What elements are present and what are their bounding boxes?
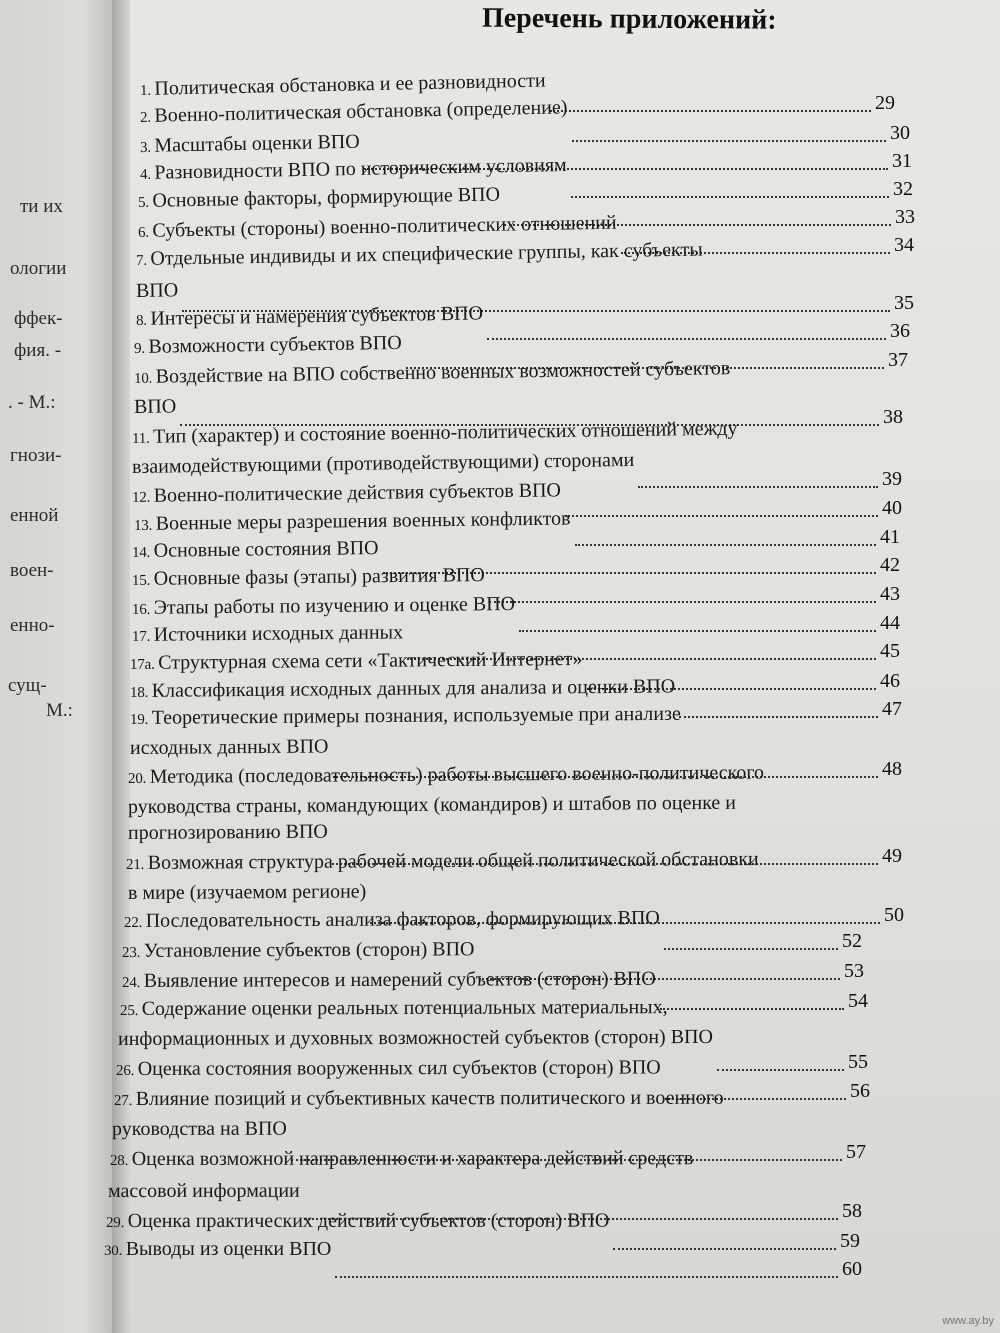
toc-dot-leader (638, 484, 878, 488)
toc-page-number: 48 (882, 758, 902, 780)
toc-entry-title: Масштабы оценки ВПО (154, 130, 360, 157)
toc-entry-title: руководства на ВПО (111, 1117, 287, 1140)
toc-entry-number: 14. (131, 544, 154, 561)
toc-entry-line (128, 792, 736, 819)
toc-entry-title: Возможности субъектов ВПО (148, 331, 402, 358)
toc-entry-line (122, 968, 656, 993)
left-fragment: фия. - (14, 340, 62, 361)
toc-page-number: 53 (844, 960, 864, 982)
toc-page-number: 54 (848, 990, 868, 1012)
toc-entry-line (136, 239, 703, 271)
toc-entry-line (132, 449, 635, 479)
toc-page-number: 36 (890, 320, 910, 342)
toc-entry-line (132, 593, 515, 620)
toc-entry-number: 12. (131, 489, 154, 506)
toc-entry-number: 22. (123, 914, 146, 931)
toc-page-number: 32 (893, 178, 913, 200)
toc-entry-title: Отдельные индивиды и их специфические группы, как субъекты (150, 238, 703, 270)
toc-entry-line (130, 703, 681, 730)
toc-entry-title: Влияние позиций и субъективных качеств политического и военного (135, 1086, 724, 1110)
toc-entry-number: 18. (129, 684, 152, 701)
toc-dot-leader (572, 138, 886, 142)
toc-entry-line (130, 675, 675, 703)
toc-entry-line (140, 70, 546, 101)
toc-entry-number: 6. (137, 224, 153, 241)
toc-page-number: 31 (892, 150, 912, 172)
toc-entry-title: Интересы и намерения субъектов ВПО (150, 302, 484, 330)
toc-entry-title: Выводы из оценки ВПО (125, 1238, 332, 1260)
toc-entry-title: Оценка состояния вооруженных сил субъектов (сторон) ВПО (137, 1056, 661, 1080)
toc-entry-line (120, 996, 668, 1021)
toc-entry-line (140, 96, 568, 128)
toc-entry-line (132, 479, 561, 508)
left-fragment: енно- (10, 615, 55, 636)
toc-page-number: 50 (884, 904, 904, 926)
toc-entry-title: Разновидности ВПО по историческим условиям (154, 153, 567, 184)
toc-entry-line (140, 154, 567, 185)
left-fragment: воен- (10, 560, 54, 581)
toc-entry-title: Установление субъектов (сторон) ВПО (143, 938, 475, 962)
toc-entry-title: Структурная схема сети «Тактический Интернет» (158, 647, 583, 674)
toc-entry-title: Военно-политическая обстановка (определение) (154, 96, 568, 127)
toc-entry-number: 24. (121, 974, 144, 991)
left-page (0, 0, 118, 1333)
toc-page-number: 29 (875, 92, 895, 114)
toc-entry-line (128, 762, 764, 789)
toc-entry-title: взаимодействующими (противодействующими) сторонами (131, 448, 635, 478)
toc-page-number: 59 (840, 1230, 860, 1252)
toc-dot-leader (519, 628, 876, 632)
toc-entry-line (132, 564, 485, 591)
toc-page-number: 38 (883, 406, 903, 428)
toc-dot-leader (660, 1006, 844, 1010)
toc-entry-title: исходных данных ВПО (129, 735, 329, 759)
toc-page-number: 60 (842, 1258, 862, 1280)
toc-entry-number: 21. (125, 856, 148, 873)
toc-entry-number: 9. (133, 340, 149, 357)
toc-entry-line (132, 621, 403, 647)
toc-page-number: 42 (880, 554, 900, 576)
watermark: www.ay.by (942, 1315, 994, 1327)
toc-entry-title: Выявление интересов и намерений субъектов (сторон) ВПО (143, 967, 656, 992)
toc-entry-title: массовой информации (107, 1179, 300, 1202)
toc-entry-number: 19. (129, 711, 152, 728)
toc-page-number: 39 (882, 468, 902, 490)
left-fragment: енной (10, 505, 59, 526)
toc-entry-title: ВПО (135, 279, 179, 302)
toc-entry-line (136, 302, 483, 331)
toc-entry-line (104, 1238, 331, 1261)
toc-entry-title: Источники исходных данных (153, 621, 404, 646)
toc-entry-number: 8. (135, 312, 151, 329)
toc-dot-leader (717, 1067, 844, 1071)
toc-entry-number: 17а. (129, 656, 159, 673)
toc-entry-title: в мире (изучаемом регионе) (127, 880, 367, 904)
toc-entry-title: Политическая обстановка и ее разновидности (154, 69, 546, 100)
toc-entry-line (118, 1026, 713, 1051)
toc-entry-title: Возможная структура рабочей модели общей политической обстановки (147, 848, 759, 874)
toc-entry-number: 7. (135, 252, 151, 269)
toc-page-number: 47 (882, 698, 902, 720)
toc-entry-line (138, 212, 617, 243)
toc-entry-line (106, 1210, 609, 1233)
toc-dot-leader (335, 1274, 838, 1278)
toc-entry-title: ВПО (133, 395, 177, 418)
toc-entry-title: Содержание оценки реальных потенциальных материальных, (141, 996, 668, 1020)
toc-entry-title: информационных и духовных возможностей субъектов (сторон) ВПО (117, 1025, 713, 1050)
toc-entry-number: 11. (131, 430, 154, 447)
toc-entry-title: Этапы работы по изучению и оценке ВПО (153, 592, 516, 619)
toc-entry-line (112, 1118, 287, 1141)
toc-entry-line (108, 1180, 300, 1203)
right-page (104, 0, 1000, 1333)
toc-dot-leader (487, 336, 886, 340)
left-fragment: гнози- (10, 445, 62, 466)
toc-entry-number: 17. (131, 628, 154, 645)
toc-page-number: 30 (890, 122, 910, 144)
toc-dot-leader (550, 108, 871, 112)
toc-entry-number: 5. (137, 194, 153, 211)
toc-page-number: 57 (846, 1141, 866, 1163)
toc-entry-number: 25. (119, 1002, 142, 1019)
toc-entry-number: 13. (133, 517, 156, 534)
toc-entry-number: 27. (113, 1092, 136, 1109)
toc-page-number: 45 (880, 640, 900, 662)
toc-page-number: 41 (880, 526, 900, 548)
toc-page-number: 35 (894, 292, 914, 314)
left-fragment: . - М.: (8, 392, 56, 413)
toc-entry-line (128, 881, 366, 905)
toc-entry-line (134, 357, 731, 389)
toc-entry-title: Методика (последовательность) работы высшего военно-политического (149, 761, 765, 788)
toc-entry-title: Тип (характер) и состояние военно-политических отношений между (152, 417, 738, 448)
toc-entry-title: Основные фазы (этапы) развития ВПО (153, 564, 485, 590)
toc-entry-line (122, 938, 475, 963)
toc-page-number: 34 (894, 234, 914, 256)
left-fragment: сущ- (8, 675, 47, 696)
toc-entry-number: 3. (139, 139, 155, 156)
left-fragment: ологии (10, 258, 67, 279)
toc-entry-title: Основные состояния ВПО (153, 537, 379, 562)
toc-entry-number: 16. (131, 601, 154, 618)
toc-entry-number: 15. (131, 572, 154, 589)
toc-page-number: 37 (888, 349, 908, 371)
toc-page-number: 56 (850, 1080, 870, 1102)
toc-entry-number: 1. (139, 82, 155, 99)
toc-entry-title: Классификация исходных данных для анализа и оценки ВПО (151, 675, 676, 702)
toc-dot-leader (575, 542, 876, 546)
toc-entry-title: Оценка возможной направленности и характера действий средств (131, 1147, 694, 1170)
toc-entry-number: 30. (104, 1243, 126, 1259)
toc-entry-line (132, 537, 379, 563)
toc-entry-number: 23. (121, 944, 144, 961)
toc-entry-number: 10. (133, 370, 156, 387)
toc-entry-line (124, 907, 660, 933)
toc-page-number: 43 (880, 583, 900, 605)
toc-entry-title: прогнозированию ВПО (127, 820, 328, 844)
toc-entry-line (116, 1056, 661, 1081)
toc-entry-line (130, 648, 583, 675)
toc-page-number: 40 (882, 497, 902, 519)
toc-entry-line (136, 279, 179, 303)
toc-entry-title: Военно-политические действия субъектов ВПО (153, 479, 562, 507)
toc-dot-leader (489, 599, 876, 603)
toc-entry-title: Оценка практических действий субъектов (сторон) ВПО (127, 1209, 610, 1232)
toc-page-number: 55 (848, 1051, 868, 1073)
left-fragment: ти их (20, 196, 63, 217)
toc-entry-number: 4. (139, 166, 155, 183)
toc-dot-leader (571, 194, 889, 198)
left-fragment: М.: (46, 700, 73, 721)
toc-entry-title: Последовательность анализа факторов, формирующих ВПО (145, 907, 660, 932)
toc-entry-title: Военные меры разрешения военных конфликтов (155, 507, 571, 535)
toc-entry-number: 28. (109, 1152, 132, 1169)
toc-entry-line (134, 395, 177, 419)
toc-page-number: 52 (842, 930, 862, 952)
toc-entry-line (126, 848, 759, 875)
table-of-contents (104, 0, 1000, 1333)
toc-entry-line (134, 508, 571, 536)
toc-entry-number: 26. (115, 1062, 138, 1079)
toc-page-number: 44 (880, 612, 900, 634)
toc-page-number: 49 (882, 845, 902, 867)
toc-entry-line (140, 131, 360, 158)
toc-dot-leader (664, 946, 838, 950)
toc-dot-leader (613, 1246, 836, 1250)
toc-page-number: 46 (880, 670, 900, 692)
toc-entry-line (114, 1087, 724, 1111)
toc-entry-line (130, 735, 329, 760)
toc-entry-title: Теоретические примеры познания, используемые при анализе (151, 702, 681, 729)
toc-entry-line (128, 821, 328, 845)
toc-entry-title: руководства страны, командующих (командиров) и штабов по оценке и (127, 791, 737, 818)
left-fragment: ффек- (14, 308, 63, 329)
toc-entry-line (110, 1147, 693, 1171)
toc-entry-line (138, 183, 500, 213)
toc-entry-number: 29. (105, 1214, 128, 1231)
toc-entry-title: Основные факторы, формирующие ВПО (152, 183, 501, 212)
toc-entry-number: 2. (139, 109, 155, 126)
toc-dot-leader (565, 513, 878, 517)
toc-dot-leader (679, 714, 878, 718)
toc-page-number: 58 (842, 1200, 862, 1222)
toc-entry-title: Воздействие на ВПО собственно военных возможностей субъектов (155, 357, 731, 388)
toc-entry-title: Субъекты (стороны) военно-политических отношений (152, 211, 617, 242)
toc-entry-line (134, 332, 402, 359)
toc-page-number: 33 (895, 206, 915, 228)
page-title: Перечень приложений: (481, 2, 777, 36)
toc-entry-number: 20. (127, 770, 150, 787)
